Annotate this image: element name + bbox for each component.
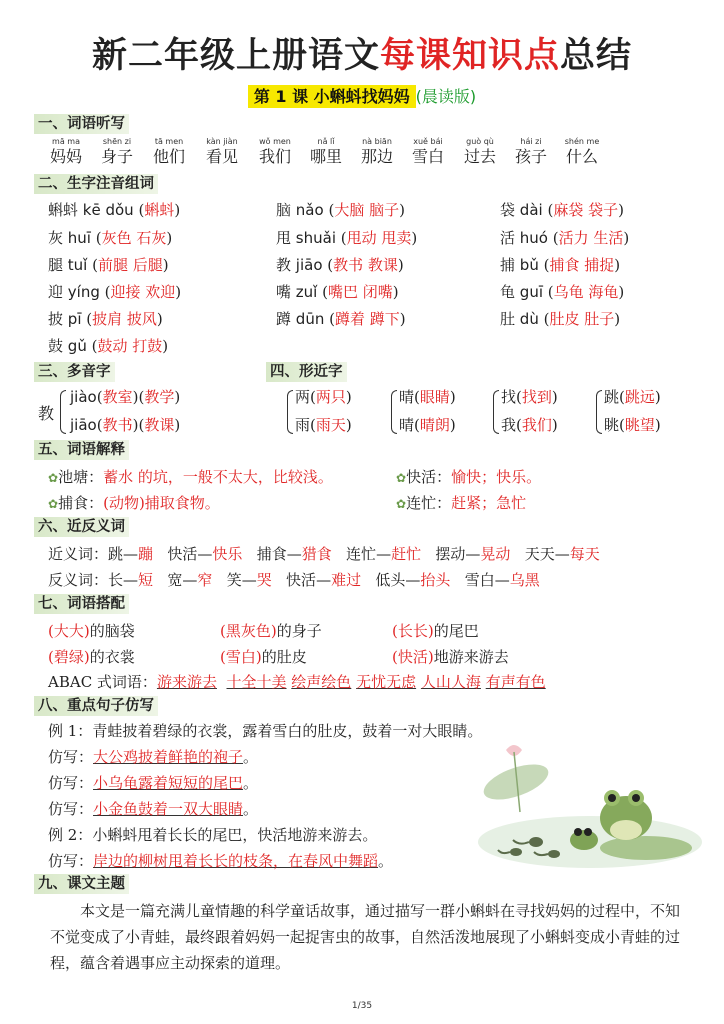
abac-row: ABAC 式词语：游来游去 十全十美 绘声绘色 无忧无虑 人山人海 有声有色	[48, 673, 546, 691]
section-header: 三、多音字	[34, 362, 115, 382]
char-entry: 教 jiāo (教书 教课)	[276, 256, 404, 274]
antonym-row: 反义词：长—短 宽—窄 笑—哭 快活—难过 低头—抬头 雪白—乌黑	[48, 571, 540, 589]
char-entry: 腿 tuǐ (前腿 后腿)	[48, 256, 169, 274]
brace	[287, 390, 293, 434]
similar-entry: 眺(眺望)	[604, 416, 661, 434]
sentence-imitation: 仿写：小金鱼鼓着一双大眼睛。	[48, 800, 259, 818]
char-entry: 蝌蚪 kē dǒu (蝌蚪)	[48, 201, 181, 219]
sentence-imitation: 仿写：大公鸡披着鲜艳的袍子。	[48, 748, 259, 766]
char-entry: 肚 dù (肚皮 肚子)	[500, 310, 621, 328]
dictation-word: hái zi 孩子	[514, 137, 547, 166]
collocation: (快活)地游来游去	[392, 648, 509, 666]
leaf-icon: ✿	[396, 471, 407, 485]
similar-entry: 跳(跳远)	[604, 388, 661, 406]
dictation-word: tā men 他们	[152, 137, 185, 166]
dictation-word: xuě bái 雪白	[411, 137, 444, 166]
section-header: 四、形近字	[266, 362, 347, 382]
similar-entry: 晴(晴朗)	[399, 416, 456, 434]
brace	[493, 390, 499, 434]
polyphone-char: 教	[38, 404, 55, 423]
page-number: 1/35	[351, 1001, 373, 1011]
leaf-icon: ✿	[48, 497, 59, 511]
char-entry: 捕 bǔ (捕食 捕捉)	[500, 256, 621, 274]
similar-entry: 两(两只)	[295, 388, 352, 406]
dictation-word: nà biān 那边	[360, 137, 393, 166]
lesson-label: 第 1 课 小蝌蚪找妈妈	[248, 85, 416, 108]
dictation-word: kàn jiàn 看见	[205, 137, 238, 166]
char-entry: 脑 nǎo (大脑 脑子)	[276, 201, 405, 219]
dictation-word: wǒ men 我们	[258, 137, 291, 166]
dictation-word: shēn zi 身子	[100, 137, 133, 166]
char-entry: 嘴 zuǐ (嘴巴 闭嘴)	[276, 283, 399, 301]
collocation: (黑灰色)的身子	[220, 622, 322, 640]
section-header: 五、词语解释	[34, 440, 129, 460]
explain-entry: ✿快活：愉快；快乐。	[396, 468, 542, 486]
page-title: 新二年级上册语文每课知识点总结	[91, 36, 633, 76]
char-entry: 龟 guī (乌龟 海龟)	[500, 283, 625, 301]
brace	[60, 390, 66, 434]
char-entry: 蹲 dūn (蹲着 蹲下)	[276, 310, 406, 328]
section-header: 七、词语搭配	[34, 594, 129, 614]
theme-paragraph: 本文是一篇充满儿童情趣的科学童话故事，通过描写一群小蝌蚪在寻找妈妈的过程中，不知不觉变成了小青蛙，最终跟着妈妈一起捉害虫的故事，自然活泼地展现了小蝌蚪变成小青蛙的过程，蕴含着遇事应主动探索的道理。	[50, 902, 681, 972]
collocation: (长长)的尾巴	[392, 622, 479, 640]
brace	[596, 390, 602, 434]
similar-entry: 雨(雨天)	[295, 416, 352, 434]
char-entry: 鼓 gǔ (鼓动 打鼓)	[48, 337, 169, 355]
leaf-icon: ✿	[396, 497, 407, 511]
section-header: 八、重点句子仿写	[34, 696, 158, 716]
explain-entry: ✿池塘：蓄水 的坑，一般不太大，比较浅。	[48, 468, 333, 486]
char-entry: 活 huó (活力 生活)	[500, 229, 630, 247]
char-entry: 披 pī (披肩 披风)	[48, 310, 163, 328]
similar-entry: 找(找到)	[501, 388, 558, 406]
leaf-icon: ✿	[48, 471, 59, 485]
polyphone-reading: jiāo(教书)(教课)	[70, 416, 181, 434]
frog-pond-illustration	[476, 742, 704, 868]
char-entry: 甩 shuǎi (甩动 甩卖)	[276, 229, 418, 247]
explain-entry: ✿连忙：赶紧；急忙	[396, 494, 527, 512]
char-entry: 袋 dài (麻袋 袋子)	[500, 201, 624, 219]
collocation: (碧绿)的衣裳	[48, 648, 135, 666]
lesson-heading	[0, 84, 724, 107]
section-header: 二、生字注音组词	[34, 174, 158, 194]
collocation: (大大)的脑袋	[48, 622, 135, 640]
polyphone-reading: jiào(教室)(教学)	[70, 388, 181, 406]
lesson-edition: (晨读版)	[415, 87, 477, 106]
similar-entry: 晴(眼睛)	[399, 388, 456, 406]
sentence-imitation: 仿写：岸边的柳树甩着长长的枝条，在春风中舞蹈。	[48, 852, 394, 870]
sentence-imitation: 仿写：小乌龟露着短短的尾巴。	[48, 774, 259, 792]
dictation-word: mā ma 妈妈	[49, 137, 82, 166]
char-entry: 灰 huī (灰色 石灰)	[48, 229, 173, 247]
section-header: 一、词语听写	[34, 114, 129, 134]
explain-entry: ✿捕食：(动物)捕取食物。	[48, 494, 220, 512]
similar-entry: 我(我们)	[501, 416, 558, 434]
section-header: 六、近反义词	[34, 517, 129, 537]
sentence-example: 例 1：青蛙披着碧绿的衣裳，露着雪白的肚皮，鼓着一对大眼睛。	[48, 722, 483, 740]
synonym-row: 近义词：跳—蹦 快活—快乐 捕食—猎食 连忙—赶忙 摆动—晃动 天天—每天	[48, 545, 600, 563]
dictation-word: guò qù 过去	[463, 137, 496, 166]
section-header: 九、课文主题	[34, 874, 129, 894]
char-entry: 迎 yíng (迎接 欢迎)	[48, 283, 182, 301]
collocation: (雪白)的肚皮	[220, 648, 307, 666]
brace	[391, 390, 397, 434]
dictation-word: shén me 什么	[564, 137, 600, 166]
sentence-example: 例 2：小蝌蚪甩着长长的尾巴，快活地游来游去。	[48, 826, 378, 844]
dictation-word: nǎ lǐ 哪里	[309, 137, 342, 166]
